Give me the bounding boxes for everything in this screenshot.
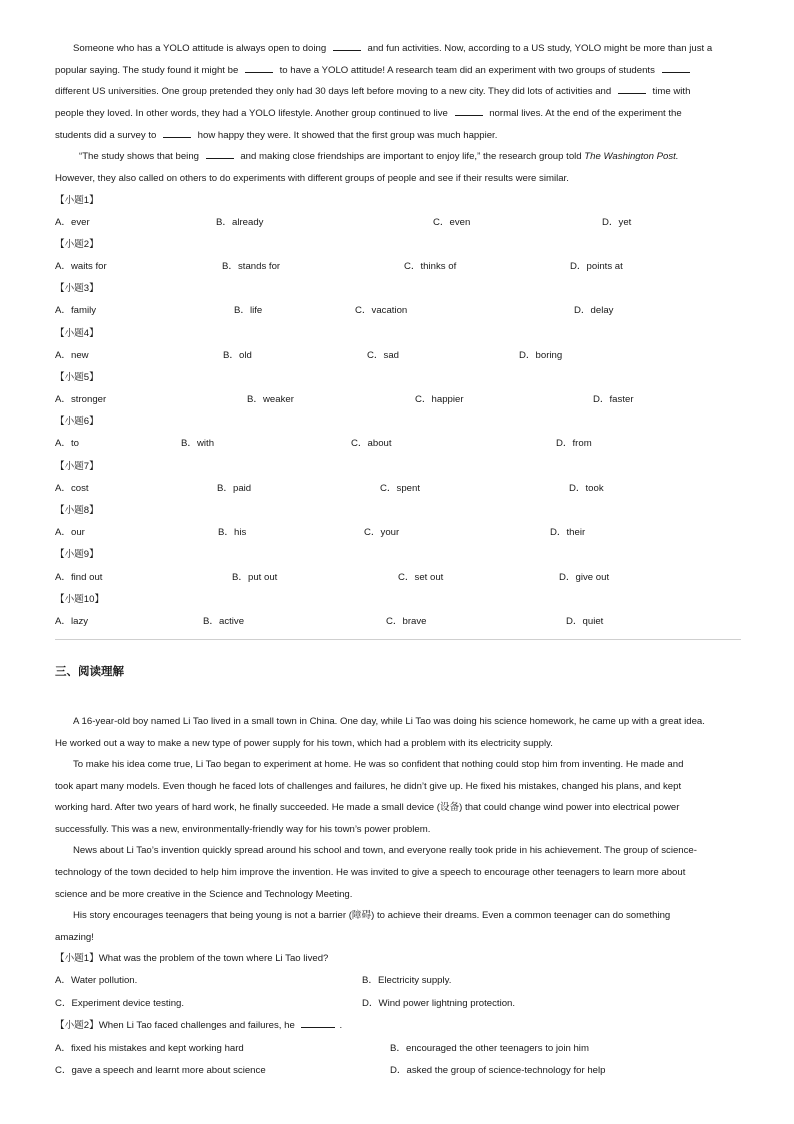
question-label: 【小题5】 (55, 372, 99, 383)
question-label: 【小题2】 (55, 239, 99, 250)
reading-line: To make his idea come true, Li Tao began to experiment at home. He was so confident that nothing could stop him from inventing. He made and (73, 759, 684, 770)
option-a[interactable]: A．cost (55, 483, 89, 494)
reading-line: He worked out a way to make a new type of power supply for his town, which had a problem with its electricity supply. (55, 738, 553, 749)
option-b[interactable]: B．his (218, 527, 247, 538)
option-d[interactable]: D．quiet (566, 616, 604, 627)
question-label: 【小题7】 (55, 461, 99, 472)
answer-blank (206, 150, 234, 159)
question-label: 【小题6】 (55, 416, 99, 427)
option-d[interactable]: D．took (569, 483, 604, 494)
answer-blank (455, 107, 483, 116)
question-label: 【小题9】 (55, 549, 99, 560)
cloze-line-5: students did a survey to how happy they were. It showed that the first group was much happier. (55, 130, 498, 141)
option-c[interactable]: C．your (364, 527, 400, 538)
option-c[interactable]: C．even (433, 217, 471, 228)
cloze-line-7: However, they also called on others to do experiments with different groups of people and see if their results were similar. (55, 173, 569, 184)
option-a[interactable]: A．fixed his mistakes and kept working hard (55, 1043, 244, 1054)
option-d[interactable]: D．Wind power lightning protection. (362, 998, 516, 1009)
option-b[interactable]: B．already (216, 217, 264, 228)
section-divider (55, 639, 741, 640)
option-b[interactable]: B．stands for (222, 261, 281, 272)
cloze-line-2: popular saying. The study found it might be to have a YOLO attitude! A research team did an experiment with two groups of students (55, 64, 694, 78)
answer-blank (662, 64, 690, 73)
reading-line: working hard. After two years of hard work, he finally succeeded. He made a small device (设备) that could change wind power into electrical power (55, 802, 680, 813)
option-a[interactable]: A．lazy (55, 616, 89, 627)
reading-line: News about Li Tao’s invention quickly spread around his school and town, and everyone really took pride in his achievement. The group of science- (73, 845, 697, 856)
option-c[interactable]: C．Experiment device testing. (55, 998, 185, 1009)
option-c[interactable]: C．about (351, 438, 392, 449)
cloze-line-6: “The study shows that being and making close friendships are important to enjoy life,” the research group told The Washington Post. (79, 151, 679, 162)
option-a[interactable]: A．our (55, 527, 85, 538)
answer-blank (245, 64, 273, 73)
option-d[interactable]: D．delay (574, 305, 614, 316)
cloze-line-4: people they loved. In other words, they had a YOLO lifestyle. Another group continued to live normal lives. At the end of the experiment the (55, 108, 682, 119)
reading-line: amazing! (55, 932, 94, 943)
option-d[interactable]: D．boring (519, 350, 563, 361)
question-label: 【小题4】 (55, 328, 99, 339)
option-c[interactable]: C．set out (398, 572, 444, 583)
option-c[interactable]: C．gave a speech and learnt more about science (55, 1065, 266, 1076)
option-d[interactable]: D．give out (559, 572, 610, 583)
answer-blank (333, 42, 361, 51)
option-d[interactable]: D．from (556, 438, 592, 449)
option-d[interactable]: D．yet (602, 217, 632, 228)
option-b[interactable]: B．with (181, 438, 215, 449)
cloze-line-3: different US universities. One group pretended they only had 30 days left before moving to a new city. They did lots of activities and time with (55, 86, 691, 97)
option-a[interactable]: A．waits for (55, 261, 107, 272)
option-a[interactable]: A．find out (55, 572, 103, 583)
cloze-line-1: Someone who has a YOLO attitude is always open to doing and fun activities. Now, according to a US study, YOLO might be more than just a (73, 43, 713, 54)
option-c[interactable]: C．vacation (355, 305, 408, 316)
answer-blank (301, 1019, 335, 1028)
reading-line: successfully. This was a new, environmentally-friendly way for his town’s power problem. (55, 824, 431, 835)
reading-question-1: 【小题1】What was the problem of the town where Li Tao lived? (55, 953, 329, 964)
option-b[interactable]: B．weaker (247, 394, 294, 405)
option-b[interactable]: B．active (203, 616, 245, 627)
reading-line: His story encourages teenagers that being young is not a barrier (障碍) to achieve their dreams. Even a common teenager can do something (73, 910, 671, 921)
option-b[interactable]: B．encouraged the other teenagers to join him (390, 1043, 589, 1054)
option-c[interactable]: C．sad (367, 350, 399, 361)
reading-line: technology of the town decided to help him improve the invention. He was invited to give a speech to encourage other teenagers to learn more about (55, 867, 686, 878)
option-a[interactable]: A．to (55, 438, 79, 449)
option-a[interactable]: A．Water pollution. (55, 975, 138, 986)
option-c[interactable]: C．spent (380, 483, 420, 494)
option-b[interactable]: B．paid (217, 483, 252, 494)
section-title: 三、阅读理解 (55, 664, 124, 678)
question-label: 【小题10】 (55, 594, 105, 605)
option-d[interactable]: D．asked the group of science-technology for help (390, 1065, 606, 1076)
option-b[interactable]: B．life (234, 305, 263, 316)
answer-blank (163, 129, 191, 138)
question-label: 【小题1】 (55, 195, 99, 206)
reading-line: science and be more creative in the Science and Technology Meeting. (55, 889, 353, 900)
option-d[interactable]: D．faster (593, 394, 634, 405)
question-label: 【小题8】 (55, 505, 99, 516)
option-c[interactable]: C．thinks of (404, 261, 457, 272)
reading-line: took apart many models. Even though he faced lots of challenges and failures, he didn’t give up. He fixed his mistakes, changed his plans, and kept (55, 781, 682, 792)
newspaper-title: The Washington Post. (584, 151, 679, 162)
option-a[interactable]: A．new (55, 350, 89, 361)
option-c[interactable]: C．happier (415, 394, 464, 405)
option-d[interactable]: D．points at (570, 261, 623, 272)
answer-blank (618, 85, 646, 94)
option-b[interactable]: B．Electricity supply. (362, 975, 452, 986)
reading-question-2: 【小题2】When Li Tao faced challenges and failures, he . (55, 1020, 343, 1031)
option-a[interactable]: A．stronger (55, 394, 107, 405)
option-d[interactable]: D．their (550, 527, 586, 538)
question-label: 【小题3】 (55, 283, 99, 294)
option-c[interactable]: C．brave (386, 616, 427, 627)
reading-line: A 16-year-old boy named Li Tao lived in a small town in China. One day, while Li Tao was doing his science homework, he came up with a great idea. (73, 716, 705, 727)
option-a[interactable]: A．ever (55, 217, 90, 228)
option-a[interactable]: A．family (55, 305, 97, 316)
option-b[interactable]: B．put out (232, 572, 278, 583)
option-b[interactable]: B．old (223, 350, 252, 361)
